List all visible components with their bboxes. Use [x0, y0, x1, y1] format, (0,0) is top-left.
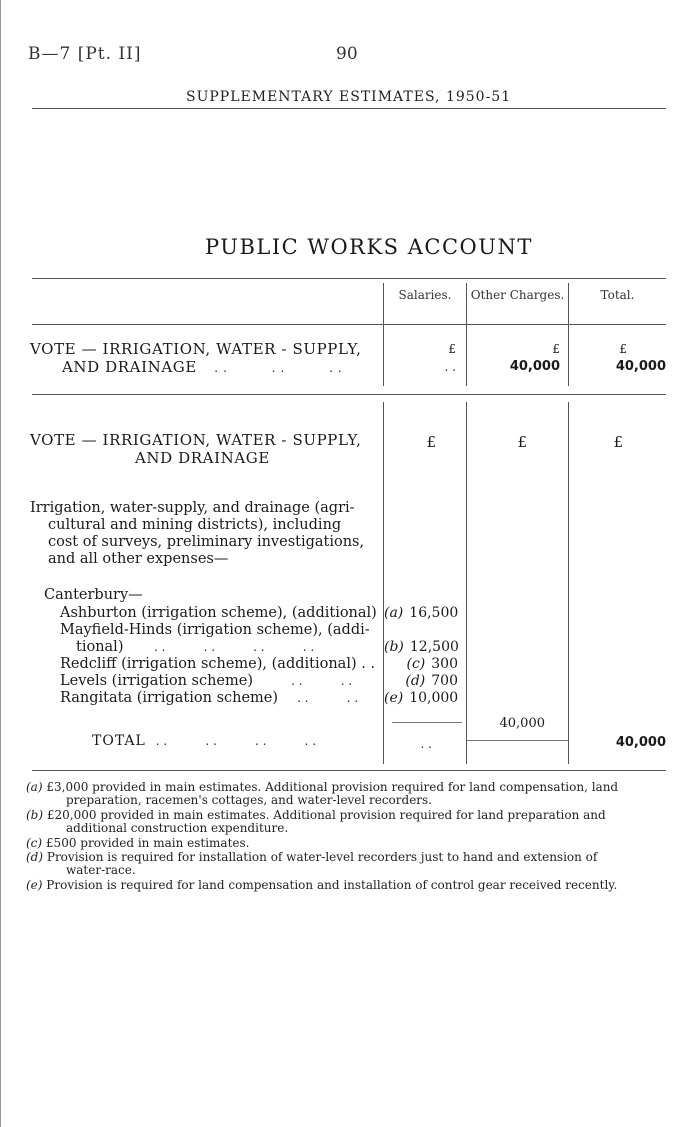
- summary-total-currency: £: [619, 342, 627, 356]
- item-amount-value: 10,000: [409, 690, 459, 706]
- summary-salaries-currency: £: [448, 342, 456, 356]
- other-subtotal-rule: [467, 740, 568, 741]
- summary-vote-name: AND DRAINAGE: [62, 358, 197, 376]
- header-bottom-rule: [32, 324, 666, 325]
- item-amount: [384, 656, 458, 672]
- footnote-mark: (b): [26, 808, 44, 822]
- region-heading: Canterbury—: [44, 587, 143, 603]
- col-header-other-charges: Other Charges.: [470, 288, 565, 302]
- col-header-total: Total.: [600, 288, 635, 302]
- footnote-text-cont: additional construction expenditure.: [66, 821, 289, 835]
- footnote-text: Provision is required for land compensation and installation of control gear received recently.: [46, 878, 618, 892]
- item-amount: [384, 690, 458, 706]
- header-rule: [32, 108, 666, 109]
- detail-vote-line2: AND DRAINAGE: [135, 449, 270, 467]
- item-note-mark: (c): [406, 656, 426, 672]
- item-label-text: Levels (irrigation scheme): [60, 673, 254, 689]
- item-note-mark: (d): [405, 673, 426, 689]
- summary-vote-line1: VOTE — IRRIGATION, WATER - SUPPLY,: [30, 340, 362, 358]
- page-number: 90: [336, 44, 358, 64]
- item-label: Rangitata (irrigation scheme) . . . .: [60, 690, 359, 706]
- description-line: cost of surveys, preliminary investigations,: [48, 534, 365, 550]
- item-note-mark: (e): [384, 690, 404, 706]
- item-label-text: Rangitata (irrigation scheme): [60, 690, 279, 706]
- summary-salaries: . .: [444, 360, 456, 374]
- item-amount-value: 700: [431, 673, 458, 689]
- account-title: PUBLIC WORKS ACCOUNT: [205, 235, 533, 259]
- summary-leader-dots: . . . . . .: [214, 361, 343, 375]
- description-line: cultural and mining districts), including: [48, 517, 342, 533]
- footnote-text: £20,000 provided in main estimates. Additional provision required for land preparation and: [46, 808, 606, 822]
- footnote-text: £500 provided in main estimates.: [45, 836, 250, 850]
- summary-other-currency: £: [552, 342, 560, 356]
- other-charges-subtotal: 40,000: [499, 716, 545, 731]
- item-amount: [384, 673, 458, 689]
- salaries-subtotal-rule: [392, 722, 462, 723]
- item-label: Redcliff (irrigation scheme), (additional) . .: [60, 656, 376, 672]
- footnote: [26, 781, 618, 807]
- item-label-cont: tional) . . . . . . . .: [76, 639, 315, 655]
- footnote-text: £3,000 provided in main estimates. Additional provision required for land compensation, land: [46, 780, 619, 794]
- detail-total-currency: £: [613, 433, 623, 451]
- total-salaries: . .: [420, 737, 432, 751]
- footnote-mark: (c): [26, 836, 43, 850]
- item-note-mark: (a): [384, 605, 404, 621]
- summary-vote-line2: [62, 358, 342, 376]
- detail-other-currency: £: [517, 433, 527, 451]
- description-line: and all other expenses—: [48, 551, 229, 567]
- description-line: Irrigation, water-supply, and drainage (agri-: [30, 500, 355, 516]
- item-label-cont-text: tional): [76, 639, 124, 655]
- item-amount: [384, 605, 458, 621]
- footnote: [26, 809, 606, 835]
- total-row-label: [92, 733, 316, 749]
- item-label: Mayfield-Hinds (irrigation scheme), (addi-: [60, 622, 370, 638]
- footnote-text: Provision is required for installation of water-level recorders just to hand and extension of: [46, 850, 598, 864]
- item-amount-value: 300: [431, 656, 458, 672]
- summary-total: 40,000: [615, 359, 666, 374]
- description: [30, 500, 364, 568]
- detail-vote-line1: VOTE — IRRIGATION, WATER - SUPPLY,: [30, 431, 362, 449]
- item-amount-value: 12,500: [409, 639, 459, 655]
- total-leader-dots: . . . . . . . .: [155, 734, 317, 748]
- col-sep-2b: [466, 402, 467, 764]
- summary-other-charges: 40,000: [509, 359, 560, 374]
- footnote: [26, 851, 597, 877]
- col-header-salaries: Salaries.: [398, 288, 452, 302]
- grand-total: 40,000: [615, 735, 666, 750]
- page-edge: [0, 0, 1, 1127]
- footnote-mark: (e): [26, 878, 43, 892]
- footnote: [26, 879, 617, 892]
- item-note-mark: (b): [384, 639, 404, 655]
- detail-salaries-currency: £: [426, 433, 436, 451]
- summary-bottom-rule: [32, 394, 666, 395]
- table-bottom-rule: [32, 770, 666, 771]
- total-label: TOTAL: [92, 733, 146, 749]
- table-top-rule: [32, 278, 666, 279]
- footnote-text-cont: preparation, racemen's cottages, and water-level recorders.: [66, 793, 432, 807]
- footnote-mark: (a): [26, 780, 43, 794]
- running-title: SUPPLEMENTARY ESTIMATES, 1950-51: [186, 89, 512, 105]
- item-amount-value: 16,500: [409, 605, 459, 621]
- item-amount: [384, 639, 458, 655]
- item-label: Ashburton (irrigation scheme), (additional): [60, 605, 377, 621]
- col-sep-3b: [568, 402, 569, 764]
- item-label: Levels (irrigation scheme) . . . .: [60, 673, 353, 689]
- footnote-text-cont: water-race.: [66, 863, 136, 877]
- document-reference: B—7 [Pt. II]: [28, 44, 142, 64]
- footnote: [26, 837, 249, 850]
- footnote-mark: (d): [26, 850, 44, 864]
- col-sep-1b: [383, 402, 384, 764]
